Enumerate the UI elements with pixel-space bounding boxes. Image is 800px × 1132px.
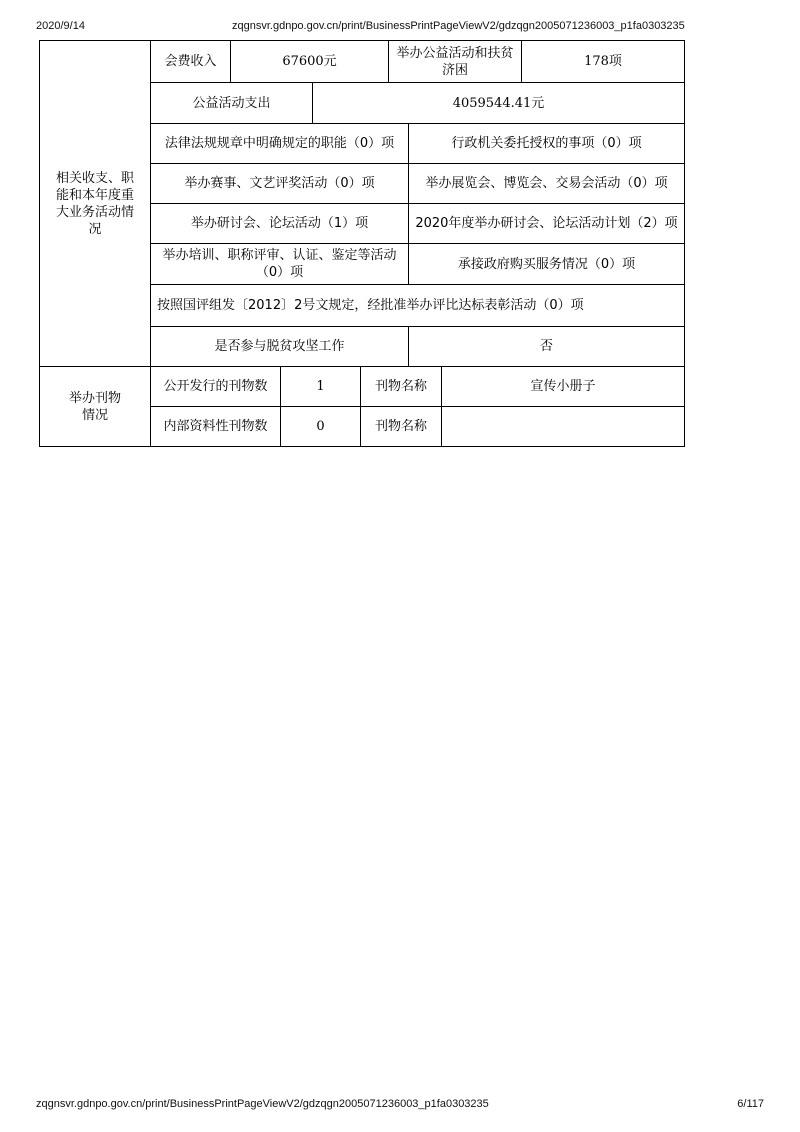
page-number: 6/117: [737, 1098, 764, 1110]
section-label-publications: 举办刊物情况: [40, 367, 151, 446]
public-publication-count-label: 公开发行的刊物数: [151, 367, 281, 407]
internal-publication-name-label: 刊物名称: [361, 407, 442, 446]
training-count: 举办培训、职称评审、认证、鉴定等活动（0）项: [151, 244, 409, 285]
poverty-alleviation-value: 否: [409, 327, 684, 367]
charity-expense-label: 公益活动支出: [151, 83, 313, 124]
internal-publication-name-value: [442, 407, 684, 446]
print-url: zqgnsvr.gdnpo.gov.cn/print/BusinessPrintPageViewV2/gdzqgn2005071236003_p1fa0303235: [232, 20, 685, 32]
membership-fee-label: 会费收入: [151, 41, 231, 83]
internal-publication-count-value: 0: [281, 407, 361, 446]
report-form-table: [39, 40, 685, 447]
competitions-count: 举办赛事、文艺评奖活动（0）项: [151, 164, 409, 204]
public-publication-name-value: 宣传小册子: [442, 367, 684, 407]
delegated-items-count: 行政机关委托授权的事项（0）项: [409, 124, 684, 164]
public-publication-name-label: 刊物名称: [361, 367, 442, 407]
membership-fee-value: 67600元: [231, 41, 389, 83]
charity-activity-label: 举办公益活动和扶贫济困: [389, 41, 522, 83]
gov-procurement-count: 承接政府购买服务情况（0）项: [409, 244, 684, 285]
charity-activity-value: 178项: [522, 41, 684, 83]
seminars-count: 举办研讨会、论坛活动（1）项: [151, 204, 409, 244]
public-publication-count-value: 1: [281, 367, 361, 407]
legal-functions-count: 法律法规规章中明确规定的职能（0）项: [151, 124, 409, 164]
poverty-alleviation-label: 是否参与脱贫攻坚工作: [151, 327, 409, 367]
charity-expense-value: 4059544.41元: [313, 83, 684, 124]
internal-publication-count-label: 内部资料性刊物数: [151, 407, 281, 446]
footer-url: zqgnsvr.gdnpo.gov.cn/print/BusinessPrintPageViewV2/gdzqgn2005071236003_p1fa0303235: [36, 1098, 489, 1110]
print-date: 2020/9/14: [36, 20, 85, 32]
commendation-activities-count: 按照国评组发〔2012〕2号文规定，经批准举办评比达标表彰活动（0）项: [151, 285, 684, 327]
section-label-activities: 相关收支、职能和本年度重大业务活动情况: [40, 41, 151, 367]
exhibitions-count: 举办展览会、博览会、交易会活动（0）项: [409, 164, 684, 204]
seminar-plan-count: 2020年度举办研讨会、论坛活动计划（2）项: [409, 204, 684, 244]
